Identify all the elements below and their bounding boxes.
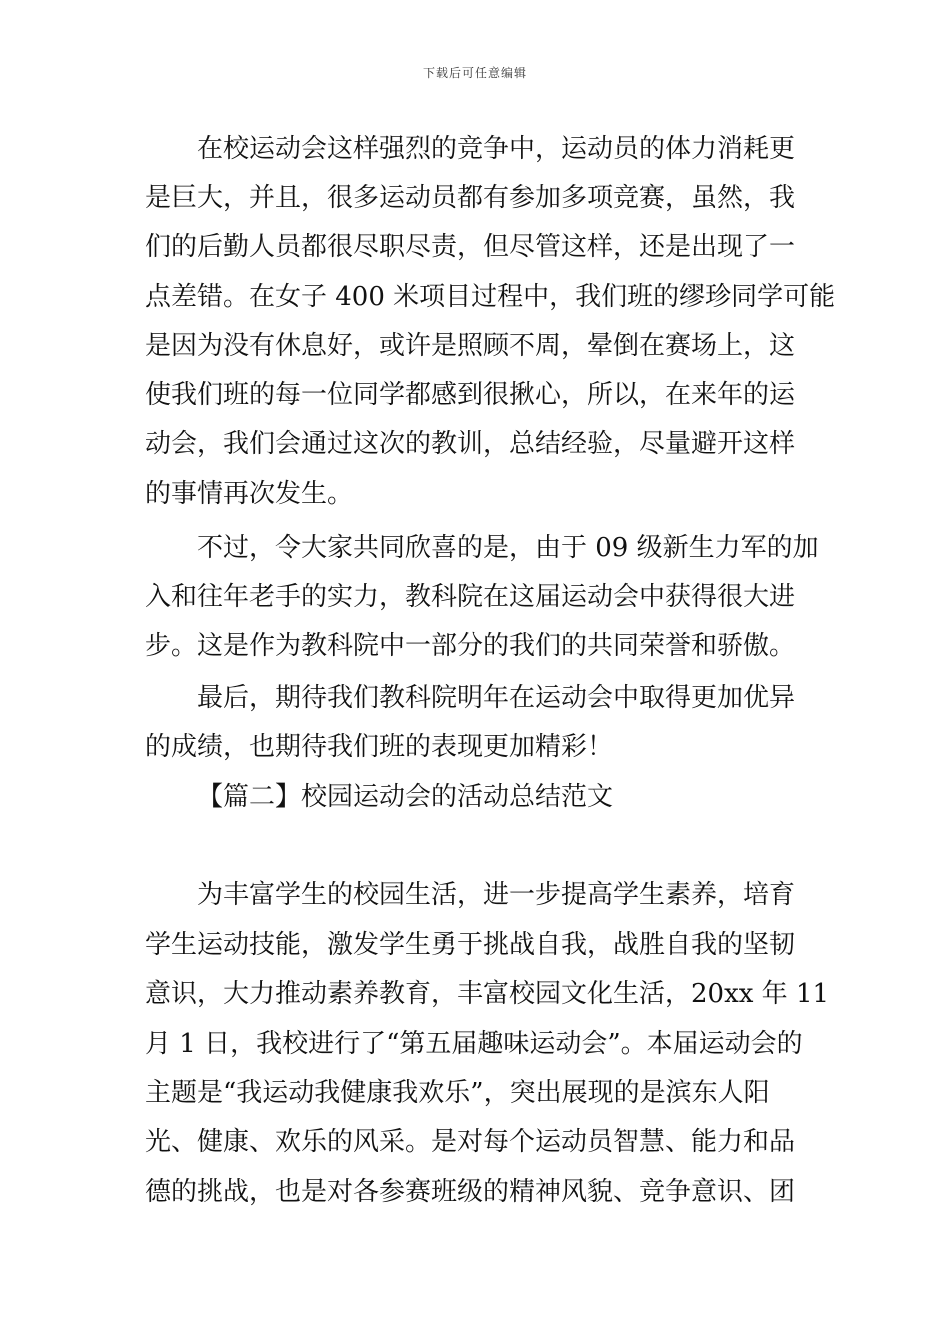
- paragraph-line: 德的挑战，也是对各参赛班级的精神风貌、竞争意识、团: [145, 1177, 796, 1207]
- paragraph-line: 的成绩，也期待我们班的表现更加精彩！: [145, 732, 614, 762]
- paragraph-line: 们的后勤人员都很尽职尽责，但尽管这样，还是出现了一: [145, 232, 796, 262]
- paragraph-line: 是因为没有休息好，或许是照顾不周，晕倒在赛场上，这: [145, 331, 796, 361]
- paragraph-line: 动会，我们会通过这次的教训，总结经验，尽量避开这样: [145, 429, 796, 459]
- page-header-note: 下载后可任意编辑: [422, 66, 527, 80]
- paragraph-line: 的事情再次发生。: [145, 479, 354, 509]
- paragraph-line: 不过，令大家共同欣喜的是，由于 09 级新生力军的加: [197, 533, 819, 563]
- paragraph-line: 主题是“我运动我健康我欢乐”，突出展现的是滨东人阳: [145, 1078, 770, 1108]
- paragraph-line: 使我们班的每一位同学都感到很揪心，所以，在来年的运: [145, 380, 796, 410]
- paragraph-line: 月 1 日，我校进行了“第五届趣味运动会”。本届运动会的: [145, 1029, 803, 1059]
- paragraph-line: 学生运动技能，激发学生勇于挑战自我，战胜自我的坚韧: [145, 930, 796, 960]
- paragraph-line: 是巨大，并且，很多运动员都有参加多项竞赛，虽然，我: [145, 183, 796, 213]
- section-heading: 【篇二】校园运动会的活动总结范文: [197, 782, 614, 812]
- paragraph-line: 步。这是作为教科院中一部分的我们的共同荣誉和骄傲。: [145, 631, 796, 661]
- paragraph-line: 光、健康、欢乐的风采。是对每个运动员智慧、能力和品: [145, 1127, 796, 1157]
- paragraph-line: 为丰富学生的校园生活，进一步提高学生素养，培育: [197, 880, 796, 910]
- paragraph-line: 点差错。在女子 400 米项目过程中，我们班的缪珍同学可能: [145, 282, 836, 312]
- paragraph-line: 入和往年老手的实力，教科院在这届运动会中获得很大进: [145, 582, 796, 612]
- paragraph-line: 在校运动会这样强烈的竞争中，运动员的体力消耗更: [197, 134, 796, 164]
- paragraph-line: 最后，期待我们教科院明年在运动会中取得更加优异: [197, 683, 796, 713]
- paragraph-line: 意识，大力推动素养教育，丰富校园文化生活，20xx 年 11: [145, 979, 830, 1009]
